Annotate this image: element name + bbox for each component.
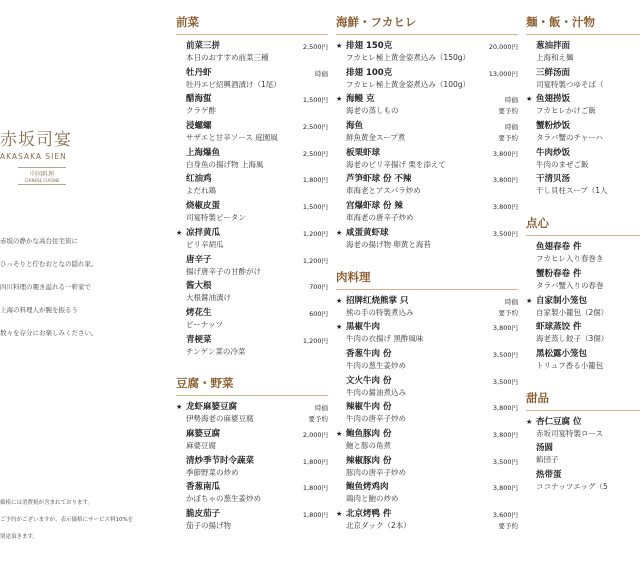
- menu-item: [336, 94, 518, 121]
- dish-description: 豚肉の唐辛子炒め: [346, 467, 406, 477]
- recommended-star-icon: ★: [526, 296, 533, 305]
- brand-block: [0, 125, 72, 185]
- menu-item: [336, 121, 518, 148]
- dish-price: 1,800円: [302, 511, 328, 519]
- dish-description: フカヒレ入り春巻き: [536, 254, 604, 264]
- dish-description: タラバ蟹のチャーハ: [536, 133, 603, 143]
- menu-item: [526, 242, 640, 269]
- dish-description: 牛肉の唐辛子炒め: [346, 414, 406, 424]
- menu-item: [176, 281, 328, 308]
- dish-price-note: 要予約: [308, 415, 328, 424]
- dish-name: 虾球蒸饺 件: [536, 322, 582, 333]
- dish-name: 牡丹虾: [186, 67, 212, 78]
- dish-name: 辣椒豚肉 份: [346, 455, 392, 466]
- dish-name: 龙虾麻婆豆腐: [186, 402, 238, 413]
- recommended-star-icon: ★: [336, 296, 343, 305]
- dish-price: 3,800円: [492, 404, 518, 413]
- dish-price: 1,800円: [302, 484, 328, 493]
- dish-name: 排翅 150克: [346, 41, 393, 51]
- recommended-star-icon: ★: [336, 510, 343, 518]
- section-title: 点心: [526, 215, 640, 236]
- dish-name: 青梗菜: [186, 334, 212, 345]
- dish-description: 上海和え麺: [536, 53, 574, 62]
- section-title: 麺・飯・汁物: [526, 14, 640, 35]
- dish-name: 烤花生: [186, 307, 212, 318]
- dish-name: 海鱼: [346, 121, 364, 132]
- intro-line: ひっそりと佇むおとなの隠れ家。: [0, 260, 98, 268]
- menu-item: [526, 296, 640, 323]
- menu-item: [526, 349, 640, 376]
- note-line: 価格には消費税が含まれております。: [0, 500, 94, 506]
- dish-name: 蟹粉春卷 件: [536, 268, 582, 279]
- dish-description: 干し貝柱スープ（1人: [536, 186, 608, 196]
- section-title: 肉料理: [336, 269, 518, 290]
- dish-price: 2,500円: [302, 123, 328, 132]
- cuisine-seal-line2: CHINESE CUISINE: [24, 178, 60, 183]
- dish-name: 黑松露小笼包: [536, 348, 588, 359]
- dish-description: タラバ蟹入りの春巻: [536, 280, 604, 290]
- menu-column-middle: [336, 0, 518, 536]
- dish-price: 2,000円: [302, 430, 328, 439]
- menu-item: [336, 41, 518, 68]
- dish-name: 酱大根: [186, 281, 212, 292]
- menu-item: [526, 470, 640, 497]
- dish-name: 干清贝汤: [536, 174, 571, 185]
- dish-name: 鲍鱼烤鸡肉: [346, 482, 389, 493]
- dish-description: クラゲ酢: [186, 106, 216, 116]
- dish-name: 清炒季节时令蔬菜: [186, 455, 255, 466]
- dish-description: 牛肉の醤油煮込み: [346, 387, 406, 397]
- menu-section: [176, 375, 328, 535]
- dish-description: 麻婆豆腐: [186, 440, 216, 450]
- dish-price: 3,500円: [492, 229, 518, 238]
- menu-item: [336, 509, 518, 536]
- dish-description: ピリ辛胡瓜: [186, 239, 224, 249]
- intro-line: 数々を存分にお楽しみください。: [0, 329, 98, 337]
- menu-item: [176, 174, 328, 201]
- menu-item: [336, 349, 518, 376]
- menu-column-right: [526, 0, 640, 497]
- dish-description: 餡団子: [536, 455, 559, 465]
- section-title: 海鮮・フカヒレ: [336, 14, 518, 35]
- menu-section: [336, 14, 518, 255]
- menu-item: [336, 429, 518, 456]
- dish-name: 海鳗 克: [346, 94, 375, 105]
- dish-name: 红油鸡: [186, 174, 212, 185]
- menu-item: [526, 174, 640, 201]
- menu-item: [176, 94, 328, 121]
- dish-name: 脆皮茄子: [186, 509, 221, 519]
- dish-name: 葱油拌面: [536, 41, 571, 51]
- dish-description: 車海老とアスパラ炒め: [346, 186, 421, 196]
- menu-item: [336, 68, 518, 95]
- dish-description: 鶏肉と鮑の炒め: [346, 494, 399, 504]
- menu-item: [336, 296, 518, 323]
- dish-description: 熊の手の特製煮込み: [346, 307, 414, 317]
- note-line: ご予約がございますが、表示価格にサービス料10%を: [0, 517, 134, 523]
- menu-item: [176, 402, 328, 429]
- dish-description: 北京ダック（2本）: [346, 521, 411, 530]
- menu-item: [336, 402, 518, 429]
- dish-price: 3,800円: [492, 484, 518, 493]
- menu-item: [176, 456, 328, 483]
- dish-description: チンゲン菜の冷菜: [186, 346, 246, 356]
- dish-name: 醋海蜇: [186, 94, 212, 105]
- menu-item: [336, 148, 518, 175]
- dish-price: 1,200円: [302, 256, 328, 265]
- recommended-star-icon: ★: [336, 95, 343, 104]
- menu-item: [526, 417, 640, 444]
- dish-price: 1,200円: [302, 336, 328, 345]
- cuisine-seal: [18, 167, 66, 185]
- recommended-star-icon: ★: [526, 417, 533, 426]
- intro-line: 四川料理の趣き溢れる一軒家で: [0, 283, 91, 291]
- intro-text: [0, 236, 150, 351]
- dish-price: 2,500円: [302, 149, 328, 158]
- dish-name: 烧椒皮蛋: [186, 201, 221, 212]
- recommended-star-icon: ★: [336, 42, 343, 50]
- dish-description: 鮮魚黄金スープ煮: [346, 133, 406, 143]
- dish-name: 北京烤鸭 件: [346, 509, 392, 519]
- dish-description: 牛肉の葱生姜炒め: [346, 360, 406, 370]
- dish-name: 麻婆豆腐: [186, 428, 221, 439]
- dish-description: 海老蒸し餃子（3個）: [536, 334, 609, 344]
- dish-price: 600円: [309, 309, 328, 318]
- section-title: 甜品: [526, 390, 640, 411]
- menu-item: [526, 269, 640, 296]
- dish-description: 牛肉のまぜご飯: [536, 159, 589, 169]
- dish-price: 3,500円: [492, 457, 518, 466]
- dish-name: 前菜三拼: [186, 41, 221, 51]
- dish-name: 杏仁豆腐 位: [536, 416, 582, 427]
- menu-item: [176, 121, 328, 148]
- dish-name: 芦笋虾球 份 不辣: [346, 174, 412, 185]
- dish-price: 3,800円: [492, 176, 518, 185]
- dish-price-note: 要予約: [498, 107, 518, 116]
- note-line: 別途頂きます。: [0, 534, 39, 540]
- dish-name: 牛肉炒饭: [536, 147, 571, 158]
- dish-price: 時価: [505, 123, 518, 132]
- menu-item: [176, 308, 328, 335]
- dish-description: 大根醤油漬け: [186, 293, 231, 303]
- menu-item: [336, 174, 518, 201]
- restaurant-logo-subtitle: AKASAKA SIEN: [0, 152, 67, 161]
- dish-description: 季節野菜の炒め: [186, 467, 239, 477]
- dish-name: 黒椒牛肉: [346, 322, 381, 333]
- menu-item: [176, 335, 328, 362]
- dish-description: 茄子の揚げ物: [186, 521, 231, 530]
- cuisine-seal-line1: 中国料理: [29, 171, 54, 178]
- dish-description: 本日のおすすめ前菜三種: [186, 53, 269, 62]
- dish-description: 牛肉の衣揚げ 黒酢風味: [346, 334, 424, 344]
- menu-item: [526, 41, 640, 68]
- menu-item: [526, 148, 640, 175]
- dish-name: 咸蛋黄虾球: [346, 227, 389, 238]
- dish-price-note: 要予約: [498, 522, 518, 530]
- menu-item: [526, 322, 640, 349]
- menu-item: [336, 228, 518, 255]
- dish-price: 3,800円: [492, 430, 518, 439]
- intro-line: 上海の料理人が腕を振るう: [0, 306, 78, 314]
- recommended-star-icon: ★: [176, 228, 183, 237]
- menu-section: [176, 14, 328, 361]
- dish-price: 1,800円: [302, 176, 328, 185]
- dish-name: 宫爆虾球 份 辣: [346, 201, 403, 212]
- section-title: 豆腐・野菜: [176, 375, 328, 396]
- dish-description: 司宴特製ピータン: [186, 213, 246, 223]
- dish-description: 白身魚の揚げ物 上海風: [186, 159, 264, 169]
- dish-description: 赤坂司宴特製ロース: [536, 428, 604, 438]
- menu-item: [176, 68, 328, 95]
- menu-item: [176, 429, 328, 456]
- menu-item: [176, 201, 328, 228]
- dish-price: 3,800円: [492, 324, 518, 333]
- dish-price: 1,200円: [302, 229, 328, 238]
- recommended-star-icon: ★: [176, 403, 183, 412]
- dish-price: 1,500円: [302, 203, 328, 212]
- menu-section: [526, 390, 640, 497]
- menu-item: [176, 148, 328, 175]
- recommended-star-icon: ★: [526, 95, 533, 104]
- dish-price: 3,500円: [492, 350, 518, 359]
- dish-price: 1,500円: [302, 96, 328, 105]
- dish-description: よだれ鶏: [186, 186, 216, 196]
- menu-item: [336, 456, 518, 483]
- menu-item: [336, 482, 518, 509]
- dish-name: 辣椒牛肉 份: [346, 402, 392, 413]
- dish-name: 蟹粉炒饭: [536, 121, 571, 132]
- dish-description: 牡丹エビ紹興酒漬け（1尾）: [186, 79, 281, 89]
- dish-description: 海老の蒸しもの: [346, 106, 399, 116]
- menu-item: [336, 376, 518, 403]
- dish-name: 文火牛肉 份: [346, 375, 392, 386]
- dish-name: 排翅 100克: [346, 67, 393, 78]
- menu-section: [526, 215, 640, 375]
- dish-description: フカヒレかけご飯: [536, 106, 596, 116]
- dish-price: 20,000円: [488, 43, 518, 51]
- dish-name: 热带蛋: [536, 469, 562, 480]
- dish-description: 海老の揚げ物 卵黄と海苔: [346, 239, 431, 249]
- dish-price: 3,600円: [492, 511, 518, 519]
- recommended-star-icon: ★: [336, 429, 343, 438]
- dish-description: 司宴特製つゆそば（: [536, 79, 604, 89]
- dish-name: 浸螺螺: [186, 121, 212, 132]
- dish-description: フカヒレ極上黄金姿煮込み（100g）: [346, 79, 471, 89]
- dish-price-note: 要予約: [498, 134, 518, 143]
- menu-item: [176, 228, 328, 255]
- dish-description: 伊勢海老の麻婆豆腐: [186, 414, 254, 424]
- menu-item: [526, 68, 640, 95]
- menu-item: [176, 41, 328, 68]
- dish-description: 揚げ唐辛子の甘酢がけ: [186, 266, 261, 276]
- dish-price: 3,800円: [492, 149, 518, 158]
- menu-section: [526, 14, 640, 201]
- restaurant-logo-title: 赤坂司宴: [0, 130, 72, 150]
- dish-price: 3,500円: [492, 377, 518, 386]
- dish-name: 凉拌黄瓜: [186, 227, 221, 238]
- dish-description: ココナッツエッグ（5: [536, 481, 608, 491]
- dish-price: 700円: [309, 283, 328, 292]
- dish-description: 海老のピリ辛揚げ 栗を添えて: [346, 159, 446, 169]
- recommended-star-icon: ★: [336, 323, 343, 332]
- dish-description: トリュフ香る小籠包: [536, 360, 604, 370]
- dish-price: 時価: [315, 69, 328, 78]
- dish-name: 鲍鱼豚肉 份: [346, 428, 392, 439]
- dish-price: 時価: [315, 404, 328, 413]
- dish-description: フカヒレ極上黄金姿煮込み（150g）: [346, 53, 471, 62]
- menu-item: [526, 121, 640, 148]
- dish-description: ピーナッツ: [186, 319, 224, 329]
- price-notes: [0, 498, 150, 549]
- dish-description: 鮑と豚の角煮: [346, 440, 391, 450]
- dish-price: 2,500円: [302, 43, 328, 51]
- dish-description: 車海老の唐辛子炒め: [346, 213, 414, 223]
- dish-description: 自家製小籠包（2個）: [536, 307, 609, 317]
- intro-line: 赤坂の静かな高台住宅街に: [0, 237, 78, 245]
- dish-description: かぼちゃの葱生姜炒め: [186, 494, 261, 504]
- dish-name: 香葱牛肉 份: [346, 348, 392, 359]
- dish-price: 1,800円: [302, 457, 328, 466]
- dish-name: 上海爆鱼: [186, 147, 221, 158]
- menu-item: [176, 509, 328, 536]
- dish-price: 13,000円: [488, 69, 518, 78]
- dish-description: サザエと甘辛ソース 庭園風: [186, 133, 278, 143]
- section-title: 前菜: [176, 14, 328, 35]
- menu-item: [176, 255, 328, 282]
- dish-price: 時価: [505, 297, 518, 306]
- menu-item: [336, 322, 518, 349]
- recommended-star-icon: ★: [336, 228, 343, 237]
- dish-name: 三鲜汤面: [536, 67, 571, 78]
- menu-section: [336, 269, 518, 536]
- menu-column-left: [176, 0, 328, 536]
- dish-name: 鱼翅春卷 件: [536, 242, 582, 253]
- dish-name: 汤圆: [536, 443, 554, 454]
- dish-name: 招牌红烧熊掌 只: [346, 295, 409, 306]
- dish-name: 唐辛子: [186, 254, 212, 265]
- dish-name: 自家制小笼包: [536, 295, 588, 306]
- dish-name: 香葱南瓜: [186, 482, 221, 493]
- dish-price: 3,800円: [492, 203, 518, 212]
- dish-name: 鱼翅捞饭: [536, 94, 571, 105]
- menu-item: [176, 482, 328, 509]
- dish-name: 板栗虾球: [346, 147, 381, 158]
- dish-price: 時価: [505, 96, 518, 105]
- menu-item: [526, 443, 640, 470]
- dish-price-note: 要予約: [498, 308, 518, 317]
- menu-item: [526, 94, 640, 121]
- menu-item: [336, 201, 518, 228]
